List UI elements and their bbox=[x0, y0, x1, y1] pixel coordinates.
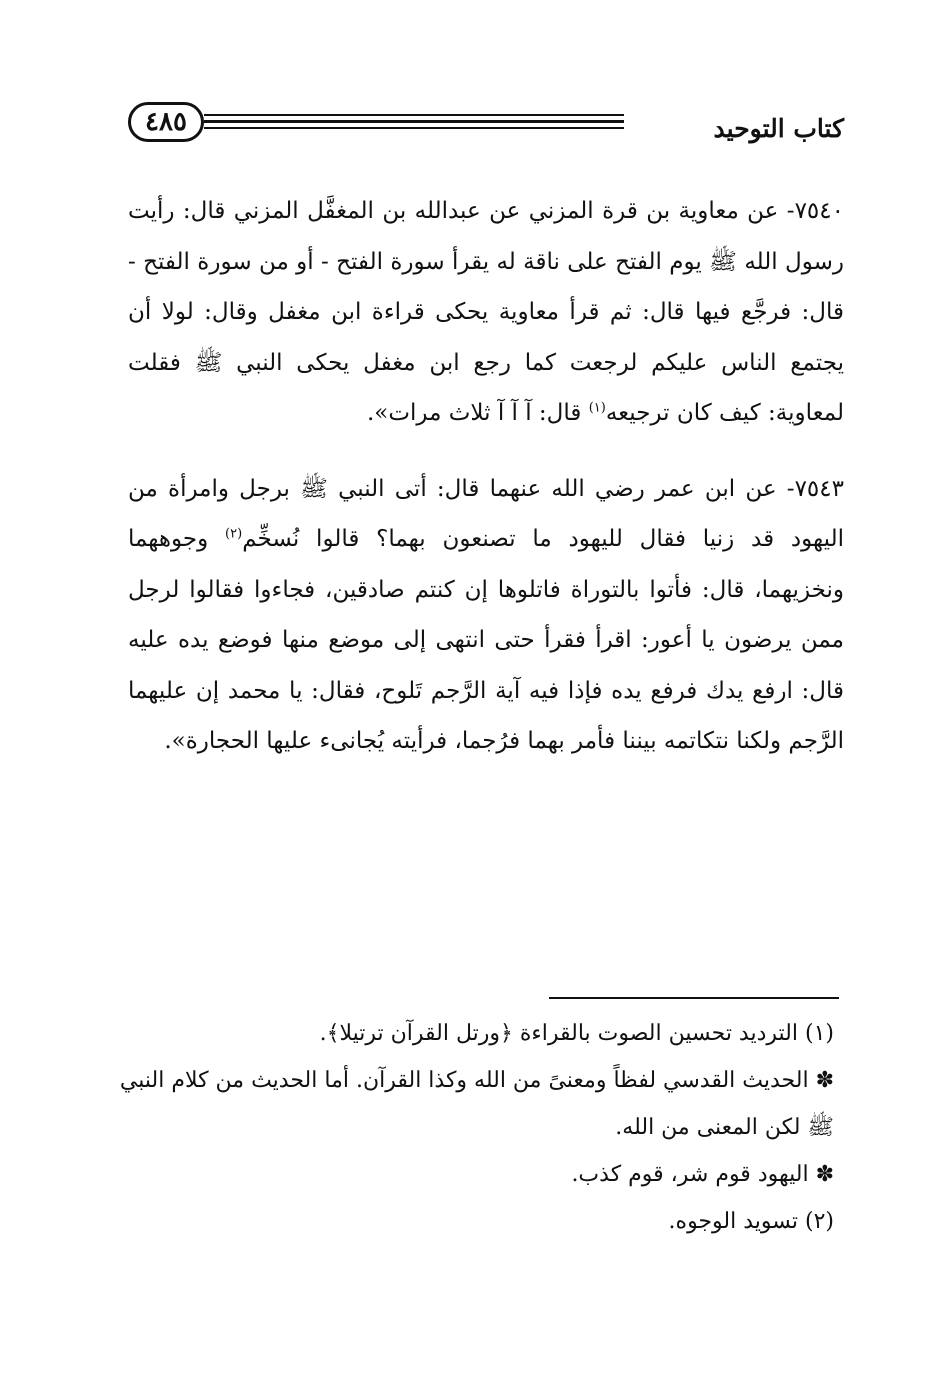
hadith-paragraph bbox=[128, 186, 844, 439]
footnote-separator bbox=[549, 997, 839, 999]
hadith-text-continued: قال: آ آ آ ثلاث مرات». bbox=[366, 400, 589, 426]
footnotes bbox=[118, 1010, 834, 1245]
hadith-paragraph bbox=[128, 464, 844, 767]
main-text bbox=[128, 186, 844, 767]
footnote-marker[interactable]: (١) bbox=[588, 400, 606, 416]
header-rule bbox=[204, 127, 624, 129]
footnote-comment: ✽ الحديث القدسي لفظاً ومعنىً من الله وكذا القرآن. أما الحديث من كلام النبي ﷺ لكن المعنى من الله. bbox=[119, 1068, 834, 1140]
footnote-comment: ✽ اليهود قوم شر، قوم كذب. bbox=[571, 1162, 834, 1187]
page-number: ٤٨٥ bbox=[128, 102, 204, 142]
hadith-text-continued: وجوههما ونخزيهما، قال: فأتوا بالتوراة فاتلوها إن كنتم صادقين، فجاءوا فقالوا لرجل ممن يرضون يا أعور: اقرأ فقرأ حتى انتهى إلى موضع منها فوضع يده عليه قال: ارفع يدك فرفع يده فإذا فيه آية الرَّجم تَلوح، فقال: يا محمد إن عليهما الرَّجم ولكنا نتكاتمه بيننا فأمر بهما فرُجما، فرأيته يُجانىء عليها الحجارة». bbox=[128, 526, 844, 754]
book-title: كتاب التوحيد bbox=[713, 114, 844, 143]
header-rule bbox=[204, 114, 624, 116]
header-rule bbox=[204, 120, 624, 123]
hadith-text: ٧٥٤٠- عن معاوية بن قرة المزني عن عبدالله بن المغفَّل المزني قال: رأيت رسول الله ﷺ يوم الفتح على ناقة له يقرأ سورة الفتح - أو من سورة الفتح - قال: فرجَّع فيها قال: ثم قرأ معاوية يحكى قراءة ابن مغفل وقال: لولا أن يجتمع الناس عليكم لرجعت كما رجع ابن مغفل يحكى النبي ﷺ فقلت لمعاوية: كيف كان ترجيعه bbox=[128, 198, 844, 426]
footnote-marker[interactable]: (٢) bbox=[225, 526, 243, 542]
page-header bbox=[128, 96, 844, 156]
footnote: (٢) تسويد الوجوه. bbox=[668, 1209, 834, 1234]
footnote: (١) الترديد تحسين الصوت بالقراءة ﴿ورتل القرآن ترتيلا﴾. bbox=[319, 1021, 834, 1046]
hadith-text: ٧٥٤٣- عن ابن عمر رضي الله عنهما قال: أتى النبي ﷺ برجل وامرأة من اليهود قد زنيا فقال لليهود ما تصنعون بهما؟ قالوا نُسخِّم bbox=[128, 475, 844, 552]
